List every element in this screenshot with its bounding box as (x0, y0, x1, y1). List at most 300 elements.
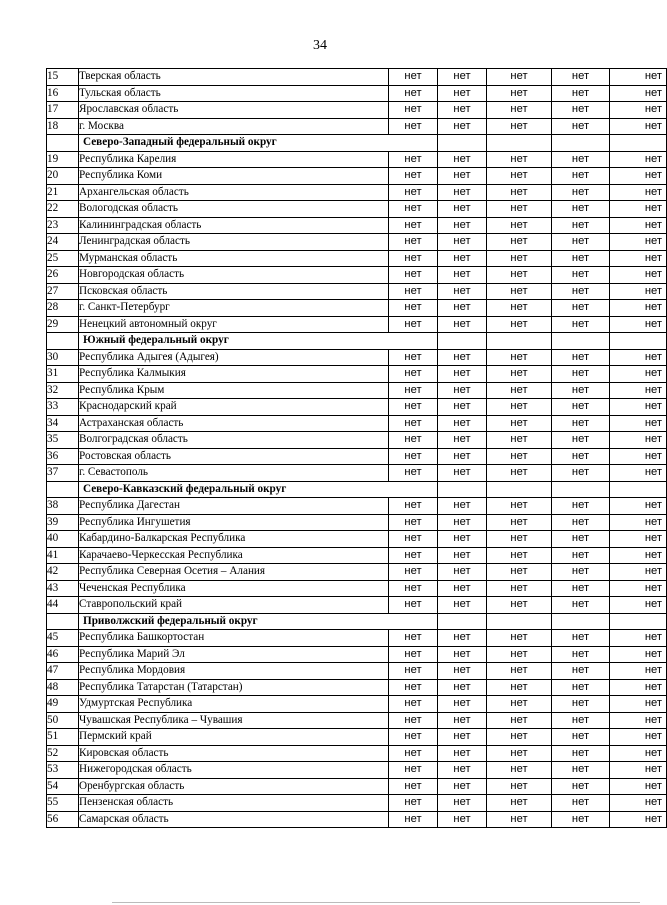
value-cell: нет (552, 366, 610, 383)
table-row (47, 168, 667, 185)
region-name: Чувашская Республика – Чувашия (79, 712, 389, 729)
value-cell: нет (438, 465, 487, 482)
region-name: Кировская область (79, 745, 389, 762)
value-cell: нет (487, 679, 552, 696)
row-number: 16 (47, 85, 79, 102)
table-row (47, 630, 667, 647)
value-cell: нет (389, 151, 438, 168)
region-name: Ярославская область (79, 102, 389, 119)
row-number: 40 (47, 531, 79, 548)
value-cell: нет (389, 547, 438, 564)
value-cell: нет (610, 267, 667, 284)
district-header-row (47, 613, 667, 630)
empty-cell (487, 333, 552, 350)
row-number: 19 (47, 151, 79, 168)
value-cell: нет (438, 399, 487, 416)
value-cell: нет (438, 729, 487, 746)
empty-cell (610, 613, 667, 630)
row-number: 15 (47, 69, 79, 86)
row-number: 37 (47, 465, 79, 482)
row-number: 51 (47, 729, 79, 746)
row-number: 41 (47, 547, 79, 564)
value-cell: нет (552, 432, 610, 449)
row-number: 39 (47, 514, 79, 531)
value-cell: нет (438, 630, 487, 647)
table-row (47, 151, 667, 168)
value-cell: нет (389, 118, 438, 135)
value-cell: нет (610, 300, 667, 317)
value-cell: нет (487, 432, 552, 449)
row-number: 20 (47, 168, 79, 185)
value-cell: нет (487, 795, 552, 812)
value-cell: нет (438, 234, 487, 251)
table-row (47, 415, 667, 432)
value-cell: нет (610, 448, 667, 465)
value-cell: нет (552, 729, 610, 746)
value-cell: нет (487, 316, 552, 333)
value-cell: нет (438, 102, 487, 119)
value-cell: нет (610, 696, 667, 713)
region-name: Республика Мордовия (79, 663, 389, 680)
value-cell: нет (552, 514, 610, 531)
district-header-row (47, 481, 667, 498)
value-cell: нет (389, 168, 438, 185)
district-number-cell (47, 333, 79, 350)
value-cell: нет (610, 316, 667, 333)
row-number: 25 (47, 250, 79, 267)
value-cell: нет (610, 547, 667, 564)
row-number: 27 (47, 283, 79, 300)
value-cell: нет (438, 267, 487, 284)
empty-cell (438, 481, 487, 498)
region-name: Республика Башкортостан (79, 630, 389, 647)
row-number: 18 (47, 118, 79, 135)
value-cell: нет (552, 762, 610, 779)
value-cell: нет (438, 217, 487, 234)
value-cell: нет (487, 151, 552, 168)
value-cell: нет (389, 729, 438, 746)
value-cell: нет (389, 349, 438, 366)
district-name: Южный федеральный округ (79, 333, 438, 350)
value-cell: нет (438, 366, 487, 383)
table-row (47, 712, 667, 729)
district-name: Северо-Кавказский федеральный округ (79, 481, 438, 498)
value-cell: нет (487, 498, 552, 515)
value-cell: нет (552, 283, 610, 300)
value-cell: нет (487, 349, 552, 366)
table-row (47, 580, 667, 597)
value-cell: нет (487, 85, 552, 102)
region-name: Мурманская область (79, 250, 389, 267)
value-cell: нет (610, 729, 667, 746)
region-name: Республика Адыгея (Адыгея) (79, 349, 389, 366)
region-name: Ненецкий автономный округ (79, 316, 389, 333)
table-row (47, 283, 667, 300)
table-row (47, 366, 667, 383)
value-cell: нет (389, 448, 438, 465)
empty-cell (438, 613, 487, 630)
empty-cell (610, 481, 667, 498)
value-cell: нет (389, 514, 438, 531)
regions-table (46, 68, 667, 828)
value-cell: нет (610, 382, 667, 399)
table-row (47, 316, 667, 333)
empty-cell (552, 613, 610, 630)
value-cell: нет (389, 663, 438, 680)
value-cell: нет (438, 151, 487, 168)
row-number: 22 (47, 201, 79, 218)
value-cell: нет (389, 696, 438, 713)
row-number: 50 (47, 712, 79, 729)
value-cell: нет (552, 118, 610, 135)
value-cell: нет (487, 564, 552, 581)
region-name: Краснодарский край (79, 399, 389, 416)
value-cell: нет (438, 201, 487, 218)
value-cell: нет (610, 283, 667, 300)
value-cell: нет (552, 382, 610, 399)
value-cell: нет (389, 712, 438, 729)
value-cell: нет (438, 745, 487, 762)
value-cell: нет (438, 811, 487, 828)
value-cell: нет (487, 118, 552, 135)
table-row (47, 564, 667, 581)
value-cell: нет (610, 597, 667, 614)
value-cell: нет (610, 217, 667, 234)
district-header-row (47, 333, 667, 350)
value-cell: нет (438, 168, 487, 185)
table-row (47, 432, 667, 449)
table-row (47, 514, 667, 531)
value-cell: нет (552, 564, 610, 581)
region-name: г. Севастополь (79, 465, 389, 482)
regions-table-body (47, 69, 667, 828)
value-cell: нет (438, 69, 487, 86)
district-number-cell (47, 135, 79, 152)
value-cell: нет (552, 745, 610, 762)
value-cell: нет (438, 712, 487, 729)
value-cell: нет (438, 564, 487, 581)
value-cell: нет (487, 448, 552, 465)
value-cell: нет (552, 234, 610, 251)
region-name: Астраханская область (79, 415, 389, 432)
row-number: 46 (47, 646, 79, 663)
region-name: Тверская область (79, 69, 389, 86)
value-cell: нет (610, 432, 667, 449)
value-cell: нет (438, 498, 487, 515)
region-name: Республика Ингушетия (79, 514, 389, 531)
table-row (47, 102, 667, 119)
value-cell: нет (610, 415, 667, 432)
value-cell: нет (438, 597, 487, 614)
value-cell: нет (438, 795, 487, 812)
region-name: Республика Дагестан (79, 498, 389, 515)
table-row (47, 729, 667, 746)
value-cell: нет (552, 465, 610, 482)
value-cell: нет (389, 201, 438, 218)
table-row (47, 795, 667, 812)
value-cell: нет (438, 778, 487, 795)
district-name: Приволжский федеральный округ (79, 613, 438, 630)
value-cell: нет (552, 712, 610, 729)
row-number: 52 (47, 745, 79, 762)
value-cell: нет (552, 547, 610, 564)
empty-cell (487, 613, 552, 630)
value-cell: нет (552, 85, 610, 102)
value-cell: нет (487, 415, 552, 432)
region-name: Кабардино-Балкарская Республика (79, 531, 389, 548)
table-row (47, 118, 667, 135)
region-name: Пермский край (79, 729, 389, 746)
value-cell: нет (610, 168, 667, 185)
value-cell: нет (487, 465, 552, 482)
row-number: 49 (47, 696, 79, 713)
value-cell: нет (487, 580, 552, 597)
district-number-cell (47, 481, 79, 498)
value-cell: нет (438, 547, 487, 564)
value-cell: нет (389, 366, 438, 383)
region-name: г. Санкт-Петербург (79, 300, 389, 317)
value-cell: нет (438, 663, 487, 680)
row-number: 26 (47, 267, 79, 284)
table-row (47, 201, 667, 218)
row-number: 36 (47, 448, 79, 465)
value-cell: нет (552, 69, 610, 86)
value-cell: нет (389, 234, 438, 251)
value-cell: нет (438, 696, 487, 713)
table-row (47, 399, 667, 416)
row-number: 56 (47, 811, 79, 828)
empty-cell (610, 333, 667, 350)
value-cell: нет (438, 580, 487, 597)
region-name: Республика Карелия (79, 151, 389, 168)
region-name: Республика Калмыкия (79, 366, 389, 383)
value-cell: нет (610, 366, 667, 383)
value-cell: нет (389, 580, 438, 597)
row-number: 35 (47, 432, 79, 449)
value-cell: нет (487, 267, 552, 284)
table-row (47, 498, 667, 515)
row-number: 30 (47, 349, 79, 366)
value-cell: нет (389, 432, 438, 449)
value-cell: нет (610, 795, 667, 812)
value-cell: нет (552, 597, 610, 614)
value-cell: нет (389, 300, 438, 317)
table-row (47, 762, 667, 779)
value-cell: нет (487, 399, 552, 416)
region-name: Оренбургская область (79, 778, 389, 795)
value-cell: нет (389, 630, 438, 647)
value-cell: нет (487, 745, 552, 762)
value-cell: нет (552, 415, 610, 432)
value-cell: нет (438, 531, 487, 548)
value-cell: нет (552, 646, 610, 663)
table-row (47, 646, 667, 663)
region-name: Республика Крым (79, 382, 389, 399)
row-number: 44 (47, 597, 79, 614)
value-cell: нет (389, 217, 438, 234)
value-cell: нет (487, 283, 552, 300)
table-row (47, 217, 667, 234)
value-cell: нет (389, 646, 438, 663)
value-cell: нет (487, 168, 552, 185)
region-name: Карачаево-Черкесская Республика (79, 547, 389, 564)
empty-cell (552, 333, 610, 350)
row-number: 28 (47, 300, 79, 317)
table-row (47, 679, 667, 696)
value-cell: нет (487, 184, 552, 201)
table-row (47, 465, 667, 482)
value-cell: нет (552, 201, 610, 218)
value-cell: нет (610, 184, 667, 201)
table-row (47, 745, 667, 762)
table-row (47, 382, 667, 399)
value-cell: нет (552, 580, 610, 597)
value-cell: нет (610, 811, 667, 828)
value-cell: нет (389, 382, 438, 399)
row-number: 17 (47, 102, 79, 119)
value-cell: нет (552, 531, 610, 548)
value-cell: нет (610, 250, 667, 267)
value-cell: нет (438, 349, 487, 366)
empty-cell (487, 481, 552, 498)
region-name: Тульская область (79, 85, 389, 102)
region-name: Республика Коми (79, 168, 389, 185)
row-number: 47 (47, 663, 79, 680)
value-cell: нет (552, 316, 610, 333)
value-cell: нет (438, 448, 487, 465)
page-number: 34 (313, 38, 327, 53)
value-cell: нет (389, 465, 438, 482)
table-row (47, 531, 667, 548)
region-name: Республика Северная Осетия – Алания (79, 564, 389, 581)
value-cell: нет (438, 283, 487, 300)
region-name: Псковская область (79, 283, 389, 300)
value-cell: нет (487, 663, 552, 680)
table-row (47, 811, 667, 828)
value-cell: нет (610, 465, 667, 482)
value-cell: нет (389, 102, 438, 119)
table-row (47, 250, 667, 267)
value-cell: нет (438, 762, 487, 779)
value-cell: нет (487, 366, 552, 383)
region-name: Удмуртская Республика (79, 696, 389, 713)
value-cell: нет (487, 217, 552, 234)
value-cell: нет (389, 745, 438, 762)
value-cell: нет (610, 663, 667, 680)
value-cell: нет (552, 102, 610, 119)
value-cell: нет (610, 762, 667, 779)
value-cell: нет (610, 646, 667, 663)
value-cell: нет (389, 564, 438, 581)
value-cell: нет (610, 102, 667, 119)
row-number: 43 (47, 580, 79, 597)
value-cell: нет (389, 184, 438, 201)
region-name: Ленинградская область (79, 234, 389, 251)
value-cell: нет (389, 679, 438, 696)
district-header-row (47, 135, 667, 152)
value-cell: нет (389, 316, 438, 333)
value-cell: нет (610, 564, 667, 581)
table-row (47, 448, 667, 465)
value-cell: нет (610, 349, 667, 366)
scan-edge-line (112, 902, 640, 903)
value-cell: нет (438, 382, 487, 399)
region-name: Нижегородская область (79, 762, 389, 779)
row-number: 32 (47, 382, 79, 399)
empty-cell (438, 333, 487, 350)
value-cell: нет (552, 679, 610, 696)
value-cell: нет (610, 118, 667, 135)
value-cell: нет (552, 448, 610, 465)
table-row (47, 234, 667, 251)
value-cell: нет (438, 300, 487, 317)
table-row (47, 184, 667, 201)
region-name: Вологодская область (79, 201, 389, 218)
table-row (47, 778, 667, 795)
value-cell: нет (610, 234, 667, 251)
value-cell: нет (487, 234, 552, 251)
table-row (47, 267, 667, 284)
table-row (47, 85, 667, 102)
value-cell: нет (438, 316, 487, 333)
value-cell: нет (389, 762, 438, 779)
value-cell: нет (552, 778, 610, 795)
value-cell: нет (487, 514, 552, 531)
value-cell: нет (610, 69, 667, 86)
table-row (47, 300, 667, 317)
row-number: 21 (47, 184, 79, 201)
value-cell: нет (610, 514, 667, 531)
region-name: Пензенская область (79, 795, 389, 812)
value-cell: нет (487, 811, 552, 828)
value-cell: нет (389, 811, 438, 828)
value-cell: нет (487, 69, 552, 86)
value-cell: нет (610, 745, 667, 762)
value-cell: нет (487, 250, 552, 267)
value-cell: нет (552, 696, 610, 713)
row-number: 48 (47, 679, 79, 696)
row-number: 24 (47, 234, 79, 251)
row-number: 33 (47, 399, 79, 416)
value-cell: нет (487, 597, 552, 614)
value-cell: нет (552, 300, 610, 317)
value-cell: нет (487, 712, 552, 729)
value-cell: нет (610, 712, 667, 729)
table-row (47, 597, 667, 614)
value-cell: нет (389, 498, 438, 515)
empty-cell (552, 135, 610, 152)
value-cell: нет (389, 795, 438, 812)
row-number: 55 (47, 795, 79, 812)
empty-cell (438, 135, 487, 152)
empty-cell (487, 135, 552, 152)
region-name: Республика Марий Эл (79, 646, 389, 663)
region-name: Республика Татарстан (Татарстан) (79, 679, 389, 696)
value-cell: нет (487, 547, 552, 564)
region-name: Новгородская область (79, 267, 389, 284)
row-number: 53 (47, 762, 79, 779)
value-cell: нет (610, 580, 667, 597)
table-row (47, 696, 667, 713)
table-row (47, 69, 667, 86)
value-cell: нет (552, 630, 610, 647)
region-name: Калининградская область (79, 217, 389, 234)
district-name: Северо-Западный федеральный округ (79, 135, 438, 152)
region-name: Самарская область (79, 811, 389, 828)
value-cell: нет (438, 118, 487, 135)
region-name: г. Москва (79, 118, 389, 135)
value-cell: нет (552, 250, 610, 267)
